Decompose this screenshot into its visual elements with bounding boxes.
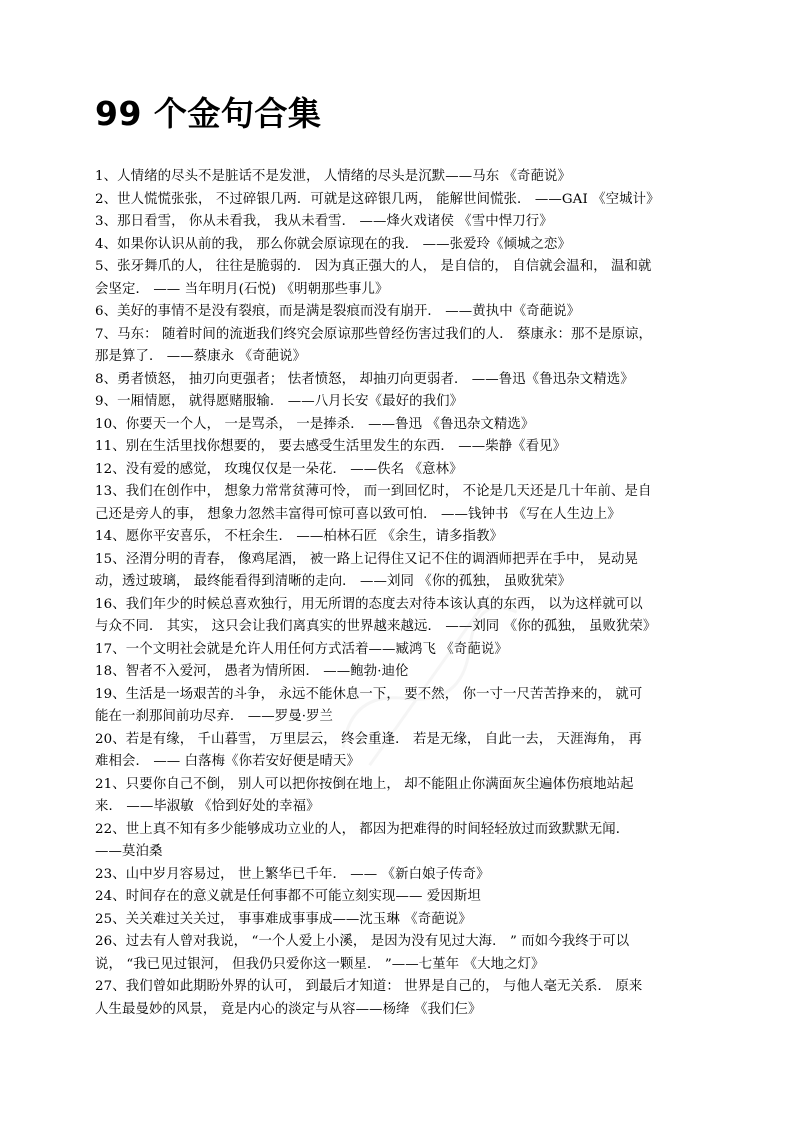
quote-item: 14、愿你平安喜乐， 不枉余生． ——柏林石匠 《余生，请多指教》 — [95, 529, 504, 544]
quote-item: 24、时间存在的意义就是任何事都不可能立刻实现—— 爱因斯坦 — [95, 889, 481, 904]
quote-item: 10、你要天一个人， 一是骂杀， 一是捧杀． ——鲁迅 《鲁迅杂文精选》 — [95, 416, 535, 432]
quote-item: 1、人情绪的尽头不是脏话不是发泄， 人情绪的尽头是沉默——马东 《奇葩说》 — [95, 169, 572, 184]
quote-item: 11、别在生活里找你想要的， 要去感受生活里发生的东西． ——柴静《看见》 — [95, 439, 567, 454]
quote-item: 18、智者不入爱河， 愚者为情所困． ——鲍勃·迪伦 — [95, 664, 409, 679]
quote-item: 19、生活是一场艰苦的斗争， 永远不能休息一下， 要不然， 你一寸一尺苦苦挣来的， 就可能在一刹那间前功尽弃． ——罗曼·罗兰 — [95, 686, 643, 724]
quote-item: 26、过去有人曾对我说， “一个人爱上小溪， 是因为没有见过大海． ” 而如今我终于可以说， “我已见过银河， 但我仍只爱你这一颗星． ”——七堇年 《大地之灯》 — [95, 934, 630, 972]
quote-item: 15、泾渭分明的青春， 像鸡尾酒， 被一路上记得住又记不住的调酒师把弄在手中， 晃动晃动，透过玻璃， 最终能看得到清晰的走向． ——刘同 《你的孤独， 虽败犹荣》 — [95, 551, 638, 589]
quote-item: 3、那日看雪， 你从未看我， 我从未看雪． ——烽火戏诸侯 《雪中悍刀行》 — [95, 214, 553, 229]
quote-list — [95, 166, 660, 1021]
quote-item: 13、我们在创作中， 想象力常常贫薄可怜， 而一到回忆时， 不论是几天还是几十年前、是自己还是旁人的事， 想象力忽然丰富得可惊可喜以致可怕． ——钱钟书 《写在人生边上》 — [95, 484, 652, 522]
quote-item: 4、如果你认识从前的我， 那么你就会原谅现在的我． ——张爱玲《倾城之恋》 — [95, 236, 572, 252]
quote-item: 21、只要你自己不倒， 别人可以把你按倒在地上， 却不能阻止你满面灰尘遍体伤痕地站起来． ——毕淑敏 《恰到好处的幸福》 — [95, 776, 634, 814]
quote-item: 5、张牙舞爪的人， 往往是脆弱的． 因为真正强大的人， 是自信的， 自信就会温和， 温和就会坚定． —— 当年明月(石悦) 《明朝那些事儿》 — [95, 259, 652, 297]
quote-item: 16、我们年少的时候总喜欢独行，用无所谓的态度去对待本该认真的东西， 以为这样就可以与众不同． 其实， 这只会让我们离真实的世界越来越远． ——刘同 《你的孤独， 虽败犹荣》 — [95, 596, 657, 634]
quote-item: 12、没有爱的感觉， 玫瑰仅仅是一朵花． ——佚名 《意林》 — [95, 461, 463, 477]
quote-item: 8、勇者愤怒， 抽刃向更强者； 怯者愤怒， 却抽刃向更弱者． ——鲁迅《鲁迅杂文精选》9、一厢情愿， 就得愿赌服输． ——八月长安《最好的我们》 — [95, 371, 634, 409]
quote-item: 22、世上真不知有多少能够成功立业的人， 都因为把难得的时间轻轻放过而致默默无闻． ——莫泊桑 — [95, 821, 630, 859]
quote-item: 25、关关难过关关过， 事事难成事事成——沈玉琳 《奇葩说》 — [95, 911, 472, 927]
quote-item: 23、山中岁月容易过， 世上繁华已千年． —— 《新白娘子传奇》 — [95, 866, 490, 882]
quote-item: 27、我们曾如此期盼外界的认可， 到最后才知道： 世界是自己的， 与他人毫无关系． 原来人生最曼妙的风景， 竟是内心的淡定与从容——杨绛 《我们仨》 — [95, 979, 643, 1017]
quote-item: 17、一个文明社会就是允许人用任何方式活着——臧鸿飞 《奇葩说》 — [95, 641, 508, 657]
quote-item: 20、若是有缘， 千山暮雪， 万里层云， 终会重逢． 若是无缘， 自此一去， 天涯海角， 再难相会． —— 白落梅《你若安好便是晴天》 — [95, 731, 642, 769]
quote-item: 6、美好的事情不是没有裂痕，而是满是裂痕而没有崩开． ——黄执中《奇葩说》 — [95, 304, 581, 319]
quote-item: 7、马东： 随着时间的流逝我们终究会原谅那些曾经伤害过我们的人． 蔡康永：那不是原谅，那是算了． ——蔡康永 《奇葩说》 — [95, 326, 652, 364]
quote-item: 2、世人慌慌张张， 不过碎银几两．可就是这碎银几两， 能解世间慌张． ——GAI 《空城计》 — [95, 191, 660, 207]
page-title: 99 个金句合集 — [95, 94, 322, 133]
